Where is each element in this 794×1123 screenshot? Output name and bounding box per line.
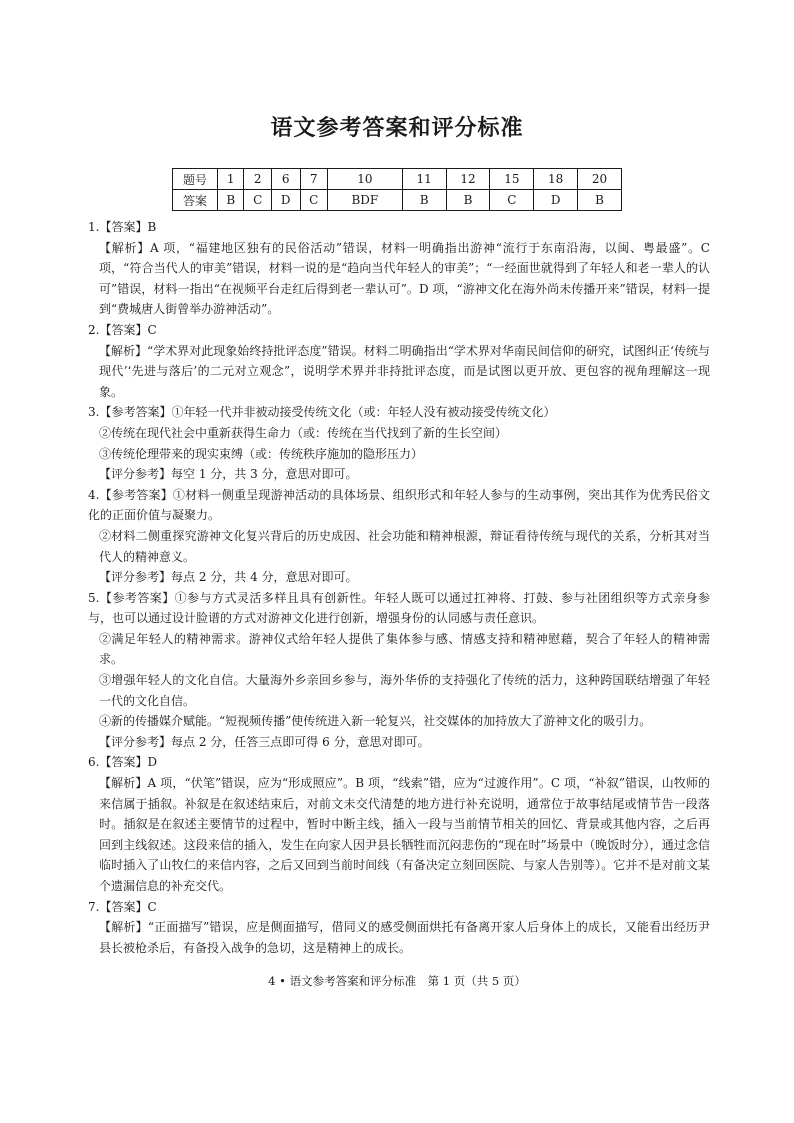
answer-cell: C <box>244 190 271 211</box>
answer-cell: B <box>402 190 446 211</box>
question-number: 15 <box>490 169 534 190</box>
question-number: 7 <box>300 169 327 190</box>
table-answer-label: 答案 <box>173 190 218 211</box>
q4-answer-point-1: 4.【参考答案】①材料一侧重呈现游神活动的具体场景、组织形式和年轻人参与的生动事例，突出其作为优秀民俗文化的正面价值与凝聚力。 <box>88 487 710 523</box>
question-number: 20 <box>578 169 622 190</box>
question-number: 1 <box>218 169 244 190</box>
q3-scoring: 【评分参考】每空 1 分，共 3 分，意思对即可。 <box>99 467 358 482</box>
answer-table <box>172 168 622 211</box>
page-footer: 4 • 语文参考答案和评分标准 第 1 页（共 5 页） <box>268 974 526 988</box>
question-number: 12 <box>446 169 490 190</box>
q6-analysis: 【解析】A 项，“伏笔”错误，应为“形成照应”。B 项，“线索”错，应为“过渡作用”。C 项，“补叙”错误，山牧师的来信属于插叙。补叙是在叙述结束后，对前文未交代清楚的地方进行补充说明，通常位于故事结尾或情节告一段落时。插叙是在叙述主要情节的过程中，暂时中断主线，插入一段与当前情节相关的回忆、背景或其他内容，之后再回到主线叙述。这段来信的插入，发生在向家人因尹县长牺牲而沉闷悲伤的“现在时”场景中（晚饭时分），通过念信临时插入了山牧仁的来信内容，之后又回到当前时间线（有备决定立刻回医院、与家人告别等）。它并不是对前文某个遗漏信息的补充交代。 <box>99 776 710 893</box>
q7-analysis: 【解析】“正面描写”错误，应是侧面描写，借同义的感受侧面烘托有备离开家人后身体上的成长，又能看出经历尹县长被枪杀后，有备投入战争的急切，这是精神上的成长。 <box>99 920 710 955</box>
q5-answer-point-4: ④新的传播媒介赋能。“短视频传播”使传统进入新一轮复兴，社交媒体的加持放大了游神文化的吸引力。 <box>99 714 652 729</box>
answer-cell: D <box>271 190 300 211</box>
question-number: 10 <box>327 169 402 190</box>
q5-scoring: 【评分参考】每点 2 分，任答三点即可得 6 分，意思对即可。 <box>99 734 430 749</box>
answer-cell: B <box>578 190 622 211</box>
answer-cell: B <box>446 190 490 211</box>
question-number: 6 <box>271 169 300 190</box>
q2-answer: 2.【答案】C <box>88 322 157 337</box>
q3-answer-point-3: ③传统伦理带来的现实束缚（或：传统秩序施加的隐形压力） <box>99 446 424 461</box>
q4-answer-point-2: ②材料二侧重探究游神文化复兴背后的历史成因、社会功能和精神根源，辩证看待传统与现代的关系，分析其对当代人的精神意义。 <box>99 528 710 564</box>
question-number-row <box>173 169 622 190</box>
question-number: 18 <box>534 169 578 190</box>
q3-answer-point-2: ②传统在现代社会中重新获得生命力（或：传统在当代找到了新的生长空间） <box>99 425 508 440</box>
question-number: 2 <box>244 169 271 190</box>
q7-answer: 7.【答案】C <box>88 899 157 914</box>
q2-analysis: 【解析】“学术界对此现象始终持批评态度”错误。材料二明确指出“学术界对华南民间信仰的研究，试图纠正‘传统与现代’‘先进与落后’的二元对立观念”，说明学术界并非持批评态度，而是试图以更开放、更包容的视角理解这一现象。 <box>99 343 710 399</box>
answer-cell: BDF <box>327 190 402 211</box>
page-title: 语文参考答案和评分标准 <box>270 116 524 141</box>
q1-analysis: 【解析】A 项，“福建地区独有的民俗活动”错误，材料一明确指出游神“流行于东南沿海，以闽、粤最盛”。C 项，“符合当代人的审美”错误，材料一说的是“趋向当代年轻人的审美”；“一经面世就得到了年轻人和老一辈人的认可”错误，材料一指出“在视频平台走红后得到老一辈认可”。D 项，“游神文化在海外尚未传播开来”错误，材料一提到“费城唐人街曾举办游神活动”。 <box>99 240 710 317</box>
q5-answer-point-2: ②满足年轻人的精神需求。游神仪式给年轻人提供了集体参与感、情感支持和精神慰藉，契合了年轻人的精神需求。 <box>99 631 710 667</box>
q6-answer: 6.【答案】D <box>88 755 158 770</box>
q5-answer-point-3: ③增强年轻人的文化自信。大量海外乡亲回乡参与，海外华侨的支持强化了传统的活力，这种跨国联结增强了年轻一代的文化自信。 <box>99 673 710 708</box>
answer-cell: C <box>490 190 534 211</box>
answer-cell: D <box>534 190 578 211</box>
q5-answer-point-1: 5.【参考答案】①参与方式灵活多样且具有创新性。年轻人既可以通过扛神将、打鼓、参与社团组织等方式亲身参与，也可以通过设计脸谱的方式对游神文化进行创新，增强身份的认同感与责任意识。 <box>88 590 710 626</box>
q3-answer-point-1: 3.【参考答案】①年轻一代并非被动接受传统文化（或：年轻人没有被动接受传统文化） <box>88 405 556 420</box>
answer-cell: B <box>218 190 244 211</box>
answer-row <box>173 190 622 211</box>
question-number: 11 <box>402 169 446 190</box>
answer-explanations <box>88 217 710 958</box>
q1-answer: 1.【答案】B <box>88 220 157 234</box>
q4-scoring: 【评分参考】每点 2 分，共 4 分，意思对即可。 <box>99 570 358 585</box>
answer-cell: C <box>300 190 327 211</box>
table-header-label: 题号 <box>173 169 218 190</box>
